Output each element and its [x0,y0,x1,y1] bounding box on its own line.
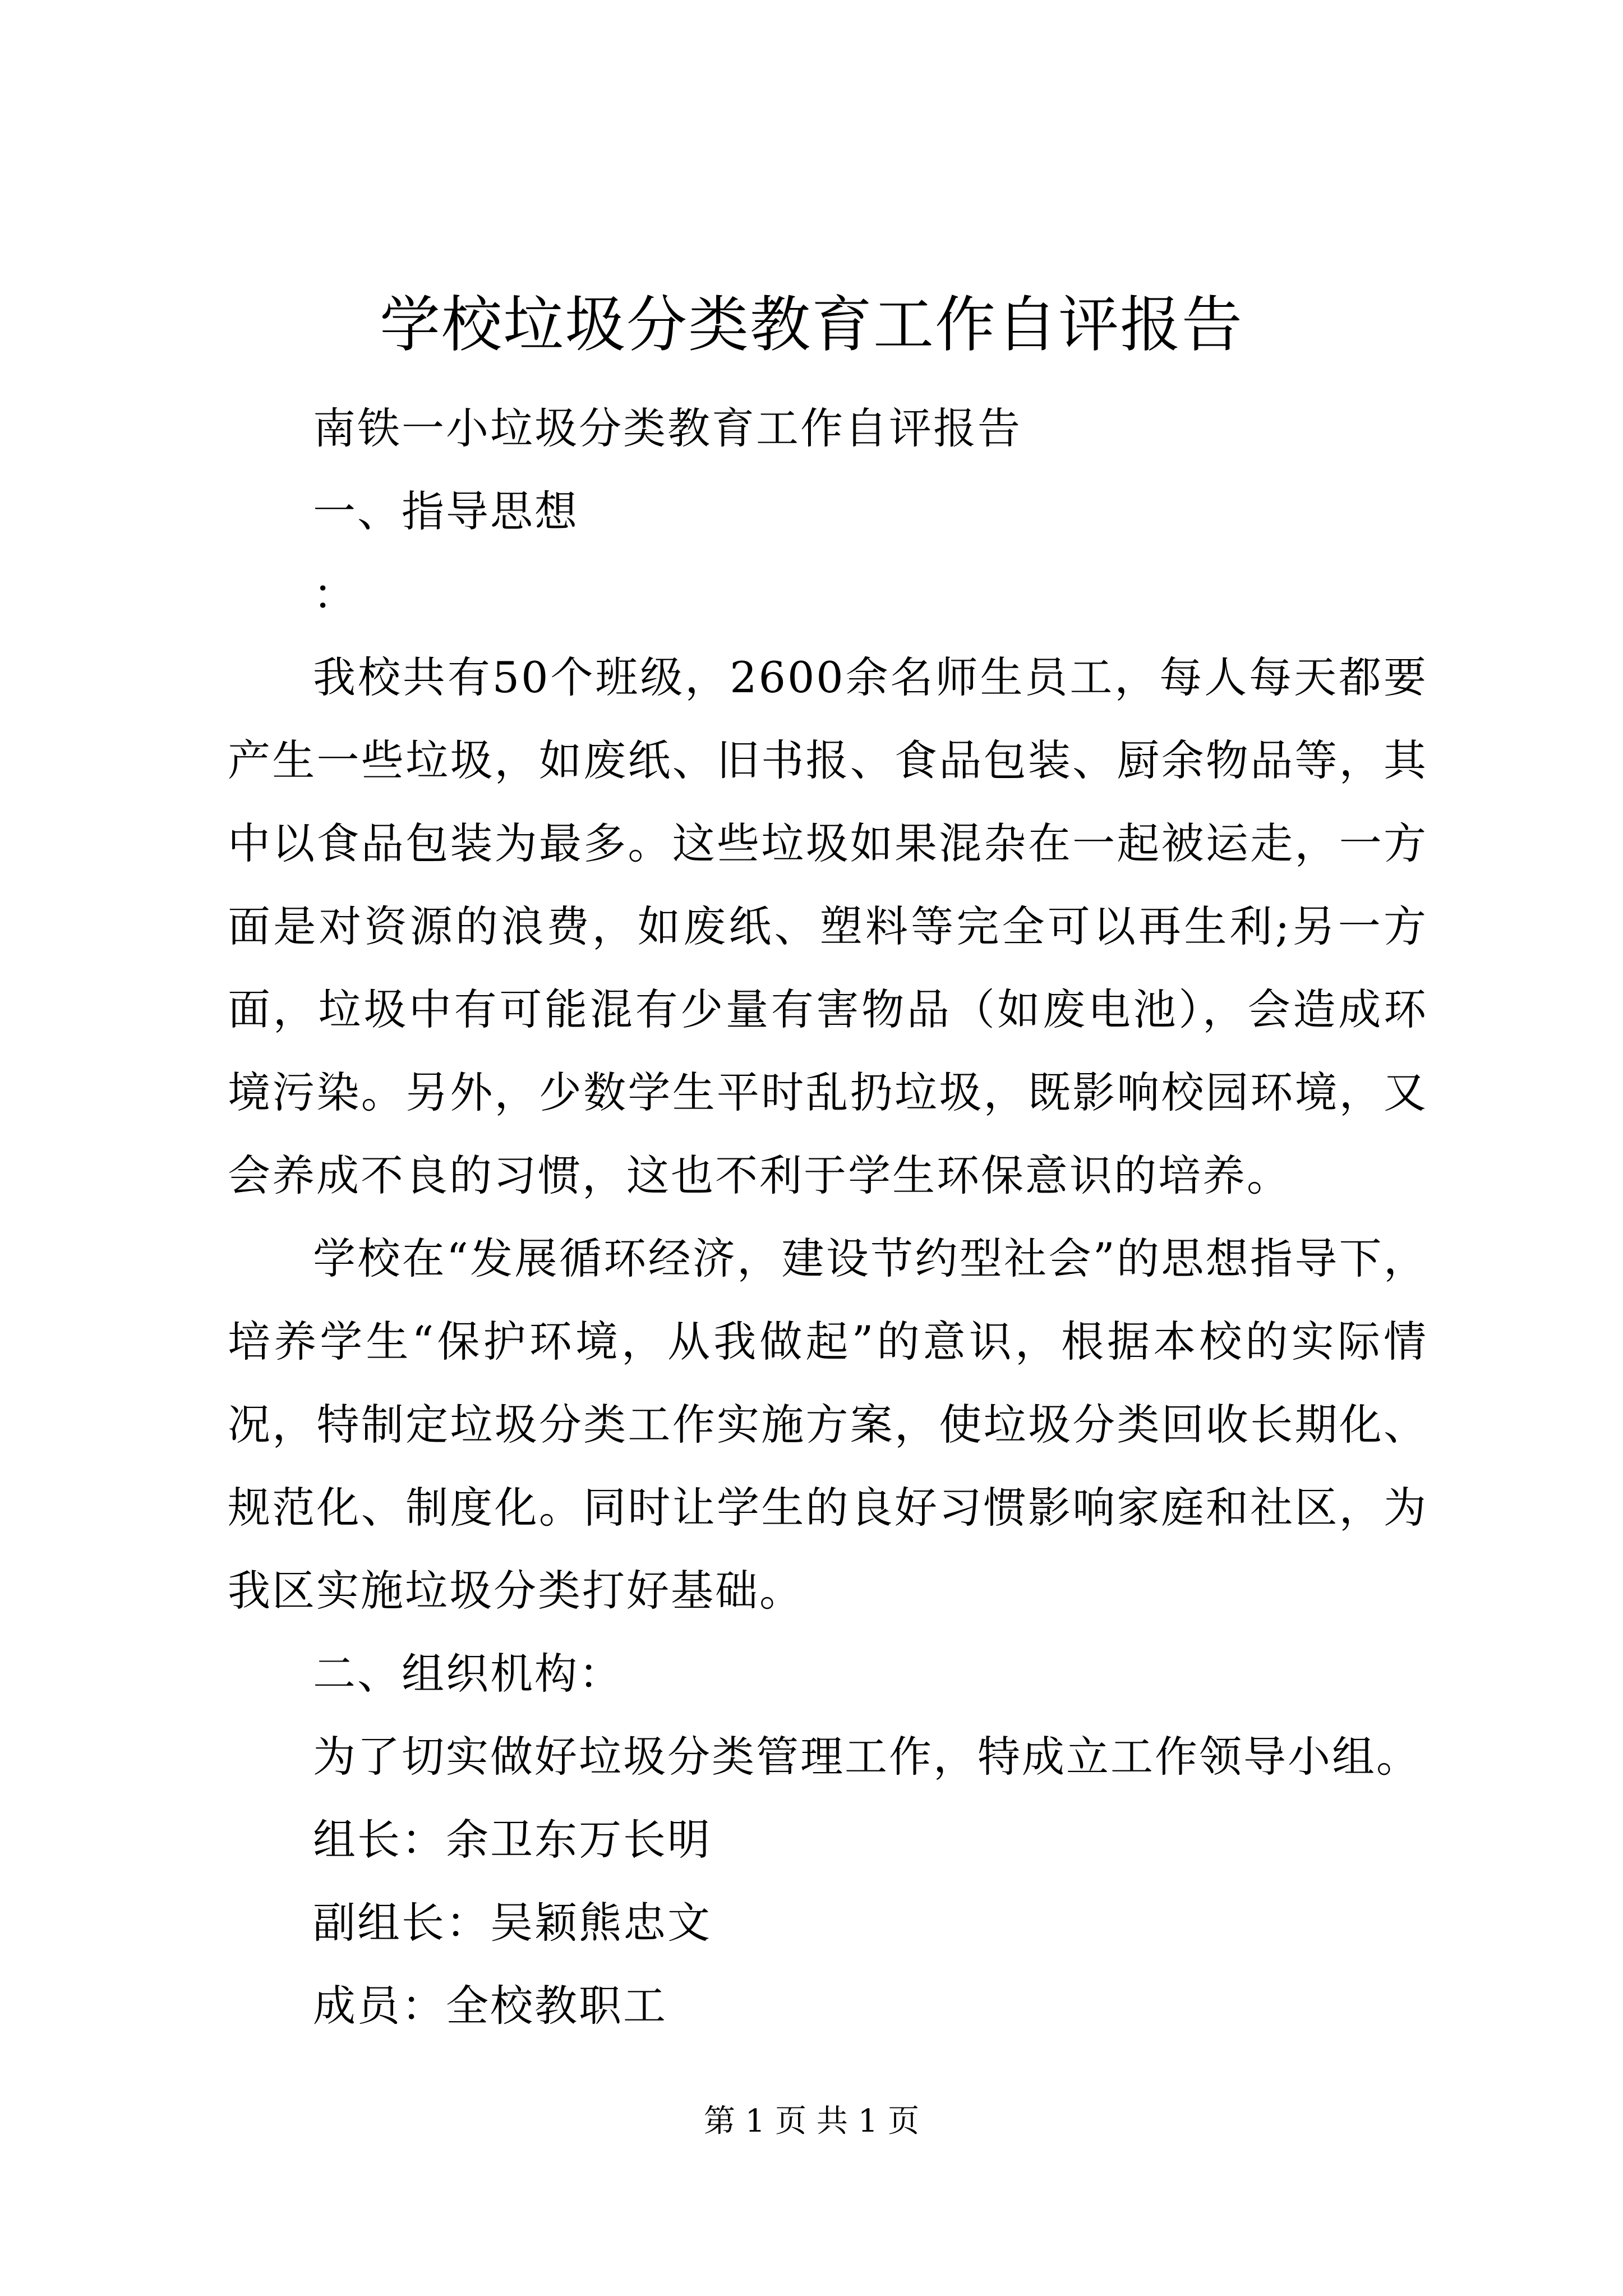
document-title: 学校垃圾分类教育工作自评报告 [379,290,1243,360]
page-number: 第 1 页 共 1 页 [703,2103,920,2139]
paragraph-school-overview: 我校共有50个班级，2600余名师生员工，每人每天都要产生一些垃圾，如废纸、旧书报、食品包装、厨余物品等，其中以食品包装为最多。这些垃圾如果混杂在一起被运走，一方面是对资源的浪费，如废纸、塑料等完全可以再生利;另一方面，垃圾中有可能混有少量有害物品（如废电池），会造成环境污染。另外，少数学生平时乱扔垃圾，既影响校园环境，又会养成不良的习惯，这也不利于学生环保意识的培养。 [228,652,1428,1200]
section2-heading: 二、组织机构： [313,1649,623,1699]
section2-intro: 为了切实做好垃圾分类管理工作，特成立工作领导小组。 [313,1732,1421,1782]
section1-colon: ： [313,569,357,619]
paragraph-guiding-principle: 学校在“发展循环经济，建设节约型社会”的思想指导下，培养学生“保护环境，从我做起”的意识，根据本校的实际情况，特制定垃圾分类工作实施方案，使垃圾分类回收长期化、规范化、制度化。同时让学生的良好习惯影响家庭和社区，为我区实施垃圾分类打好基础。 [228,1234,1428,1616]
group-deputy-leader: 副组长：吴颖熊忠文 [313,1898,712,1948]
group-leader: 组长：余卫东万长明 [313,1815,712,1865]
section1-heading: 一、指导思想 [313,486,579,536]
page-footer [0,2099,1623,2144]
document-subtitle: 南铁一小垃圾分类教育工作自评报告 [313,403,1022,453]
document-body [228,387,1428,2047]
group-members: 成员：全校教职工 [313,1981,667,2031]
